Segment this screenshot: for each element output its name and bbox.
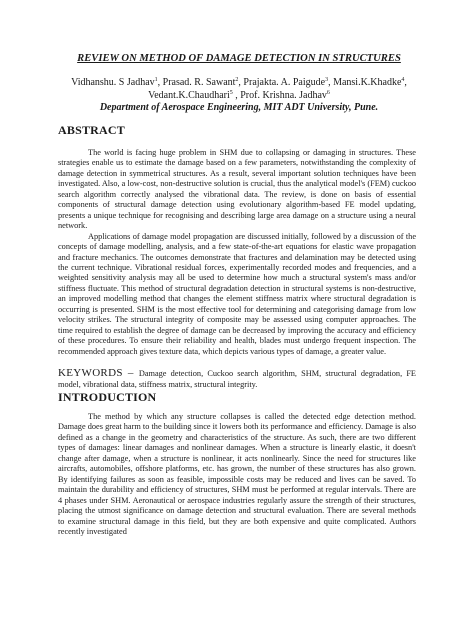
keywords-text: Damage detection, Cuckoo search algorithm, SHM, structural degradation, FE model, vibrational data, stiffness matrix, structural integrity. (58, 369, 417, 389)
author: Vidhanshu. S Jadhav$^1$, (71, 77, 163, 88)
abstract-paragraph-2: Applications of damage model propagation are discussed initially, followed by a discussion of the concepts of damage modelling, analysis, and a few state-of-the-art equations for elastic wave propagation and fracture mechanics. The outcomes demonstrate that fractures and delamination may be detected using the current technique. Vibrational residual forces, experimentally recorded modes and frequencies, and a weighted sensitivity analysis may all be used to determine how much a structural system's mass and/or stiffness fluctuate. This method of structural degradation detection in structural systems is non-destructive, an improved modelling method that changes the element stiffness matrix where structural degradation is occurring is presented. SHM is the most effective tool for determining and categorising damage from low velocity strikes. The structural integrity of composite may be assessed using computer approaches. The time required to establish the degree of damage can be decreased by improving the accuracy and efficiency of these procedures. To ensure their reliability and health, blades must undergo frequent inspection. The recommended approach gives texture data, which depicts various types of damage, a greater value. (58, 231, 416, 356)
keywords: KEYWORDS – Damage detection, Cuckoo search algorithm, SHM, structural degradation, FE model, vibrational data, stiffness matrix, structural integrity. (58, 367, 417, 389)
author: Mansi.K.Khadke$^4$, (333, 77, 407, 88)
abstract-paragraph-1: The world is facing huge problem in SHM due to collapsing or damaging in structures. These strategies enable us to estimate the damage based on a few parameters, notwithstanding the complexity of damage detection in symmetrical structures. As a result, several important solution techniques have been investigated. Also, a low-cost, non-destructive solution is crucial, thus the analytical model's (FEM) cuckoo search algorithm correctly analysed the vibrational data. The review, is done on basis of essential components of structural damage detection using evolutionary algorithm-based FE model updating, presents a unique technique for recognising and describing large area damage on a structure using a neural network. (58, 148, 416, 231)
abstract-body (58, 148, 416, 357)
author: Prof. Krishna. Jadhav$^6$ (240, 90, 330, 101)
paper-title: REVIEW ON METHOD OF DAMAGE DETECTION IN STRUCTURES (77, 53, 401, 64)
introduction-body (58, 412, 416, 537)
introduction-paragraph-1: The method by which any structure collapses is called the detected edge detection method. Damage does great harm to the building since it lowers both its performance and efficiency. Damage is also defined as a change in the geometry and characteristics of the structure. As such, there are two different types of damages: linear damages and nonlinear damages. When a structure is linearly elastic, it doesn't change after damage, when a structure is nonlinear, it acts nonlinearly. Since the need for structures like aircrafts, automobiles, offshore platforms, etc. has grown, the number of these structures has also grown. By identifying failures as soon as feasible, impossible costs may be reduced and lives can be saved. To maintain the durability and efficiency of structures, SHM must be performed at regular intervals. There are 4 phases under SHM. Aeronautical or aerospace industries regularly assure the strength of their structures, placing the utmost significance on damage detection and structural evaluation. There are several methods to examine structural damage in this field, but they are both expensive and quite complicated. Authors recently investigated (58, 412, 416, 536)
author: Prasad. R. Sawant$^2$, (162, 77, 244, 88)
author: Prajakta. A. Paigude$^3$, (243, 77, 334, 88)
introduction-heading: INTRODUCTION (58, 390, 157, 404)
keywords-label: KEYWORDS (58, 367, 123, 379)
author: Vedant.K.Chaudhari$^5$ , (148, 90, 241, 101)
author-list (54, 76, 424, 102)
abstract-heading: ABSTRACT (58, 123, 125, 137)
affiliation: Department of Aerospace Engineering, MIT ADT University, Pune. (99, 102, 379, 113)
